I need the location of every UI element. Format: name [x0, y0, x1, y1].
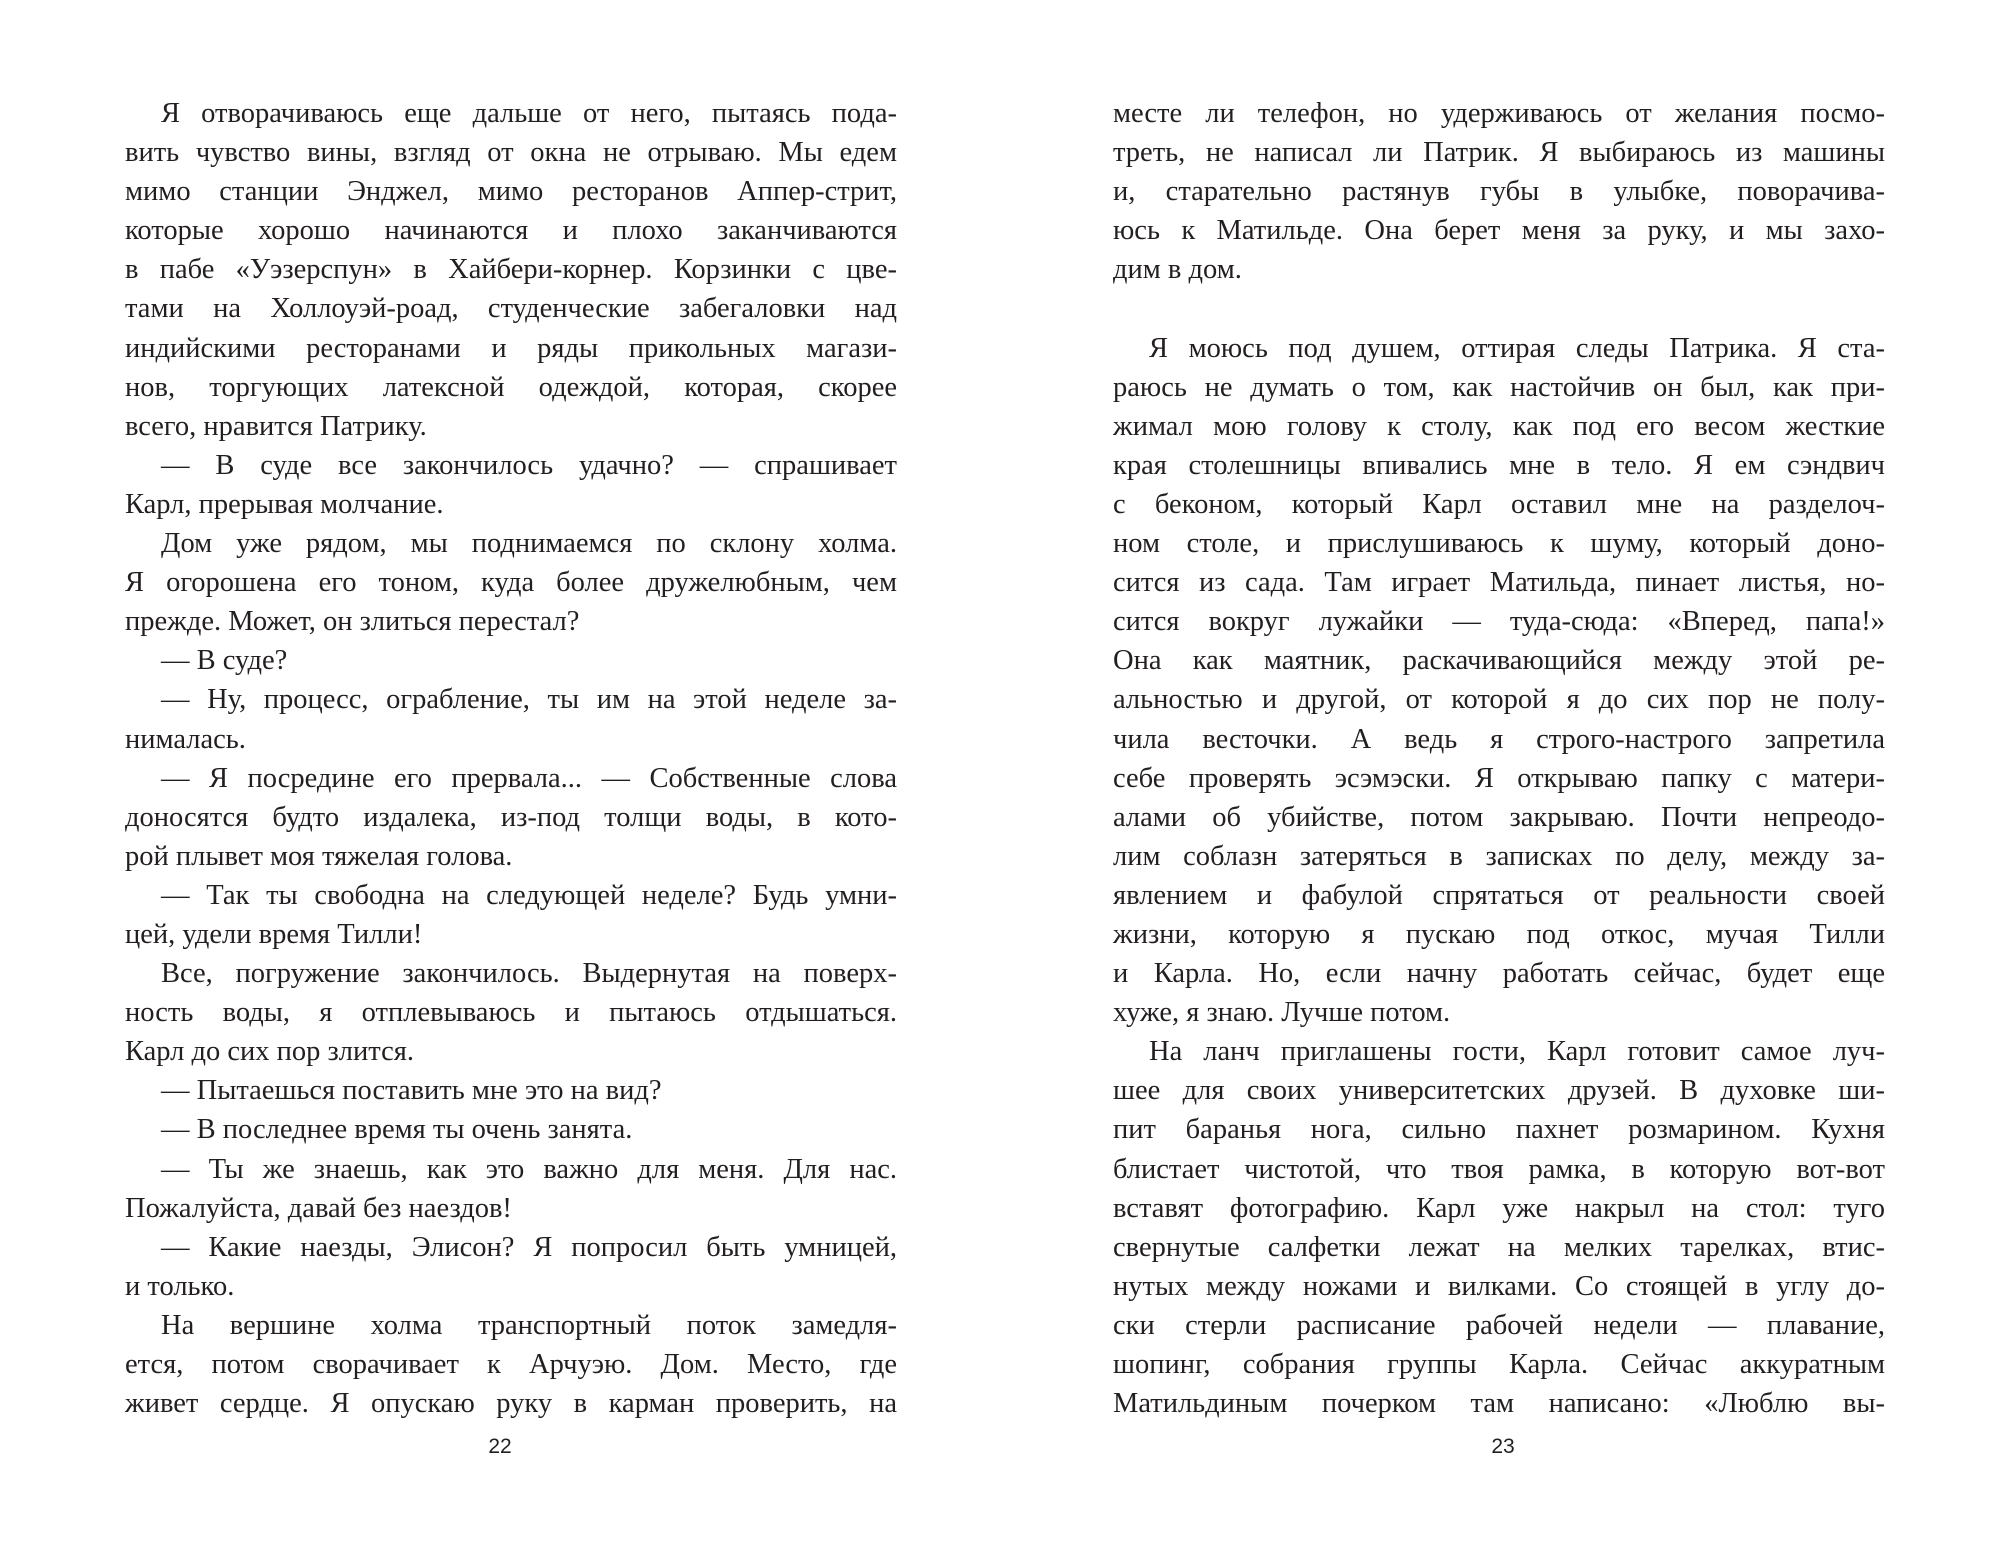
text-line: Пожалуйста, давай без наездов!	[125, 1192, 512, 1224]
text-line: чила весточки. А ведь я строго-настрого запретила	[1113, 723, 1885, 755]
text-line: живет сердце. Я опускаю руку в карман проверить, на	[125, 1388, 897, 1420]
text-line: треть, не написал ли Патрик. Я выбираюсь из машины	[1113, 137, 1885, 169]
text-line	[1113, 289, 1885, 328]
text-line: всего, нравится Патрику.	[125, 410, 427, 442]
text-line: и, старательно растянув губы в улыбке, поворачива-	[1113, 176, 1885, 208]
text-line: Она как маятник, раскачивающийся между этой ре-	[1113, 645, 1885, 677]
text-line: жизни, которую я пускаю под откос, мучая Тилли	[1113, 918, 1885, 950]
text-line: — В последнее время ты очень занята.	[161, 1114, 633, 1146]
text-line: ется, потом сворачивает к Арчуэю. Дом. Место, где	[125, 1349, 897, 1380]
text-line: пит баранья нога, сильно пахнет розмарином. Кухня	[1113, 1114, 1885, 1146]
text-line: раюсь не думать о том, как настойчив он был, как при-	[1113, 371, 1885, 403]
text-line: нов, торгующих латексной одеждой, которая, скорее	[125, 371, 897, 403]
left-page-text	[125, 94, 897, 1423]
text-line: лим соблазн затеряться в записках по делу, между за-	[1113, 840, 1885, 872]
text-line: — В суде все закончилось удачно? — спрашивает	[161, 449, 897, 481]
text-line: Я отворачиваюсь еще дальше от него, пытаясь пода-	[161, 98, 897, 129]
text-line: жимал мою голову к столу, как под его весом жесткие	[1113, 410, 1885, 442]
text-line: альностью и другой, от которой я до сих пор не полу-	[1113, 684, 1885, 716]
text-line: Дом уже рядом, мы поднимаемся по склону холма.	[161, 528, 897, 560]
text-line: ность воды, я отплевываюсь и пытаюсь отдышаться.	[125, 997, 897, 1029]
text-line: доносятся будто издалека, из-под толщи воды, в кото-	[125, 801, 897, 833]
text-line: вставят фотографию. Карл уже накрыл на стол: туго	[1113, 1192, 1885, 1224]
text-line: юсь к Матильде. Она берет меня за руку, и мы захо-	[1113, 215, 1885, 247]
text-line: Я моюсь под душем, оттирая следы Патрика. Я ста-	[1149, 332, 1885, 364]
text-line: явлением и фабулой спрятаться от реальности своей	[1113, 879, 1885, 911]
text-line: — В суде?	[161, 645, 288, 677]
text-line: и Карла. Но, если начну работать сейчас, будет еще	[1113, 958, 1885, 990]
text-line: ски стерли расписание рабочей недели — плавание,	[1113, 1309, 1885, 1341]
text-line: — Так ты свободна на следующей неделе? Будь умни-	[161, 879, 897, 911]
right-page	[1000, 0, 2000, 1559]
text-line: На ланч приглашены гости, Карл готовит самое луч-	[1149, 1036, 1885, 1068]
text-line: тами на Холлоуэй-роад, студенческие забегаловки над	[125, 293, 897, 325]
text-line: нималась.	[125, 723, 246, 755]
text-line: — Ты же знаешь, как это важно для меня. Для нас.	[161, 1153, 897, 1185]
text-line: алами об убийстве, потом закрываю. Почти непреодо-	[1113, 801, 1885, 833]
text-line: сится вокруг лужайки — туда-сюда: «Вперед, папа!»	[1113, 606, 1885, 638]
text-line: и только.	[125, 1270, 235, 1302]
text-line: шопинг, собрания группы Карла. Сейчас аккуратным	[1113, 1349, 1885, 1380]
text-line: индийскими ресторанами и ряды прикольных магази-	[125, 332, 897, 364]
text-line: Матильдиным почерком там написано: «Люблю вы-	[1113, 1388, 1885, 1420]
text-line: — Какие наезды, Элисон? Я попросил быть умницей,	[161, 1231, 897, 1263]
text-line: края столешницы впивались мне в тело. Я ем сэндвич	[1113, 449, 1885, 481]
text-line: которые хорошо начинаются и плохо заканчиваются	[125, 215, 897, 247]
text-line: Я огорошена его тоном, куда более дружелюбным, чем	[125, 567, 897, 599]
text-line: На вершине холма транспортный поток замедля-	[161, 1309, 897, 1341]
text-line: цей, удели время Тилли!	[125, 918, 423, 950]
text-line: хуже, я знаю. Лучше потом.	[1113, 997, 1451, 1029]
text-line: дим в дом.	[1113, 254, 1242, 286]
text-line: — Я посредине его прервала... — Собственные слова	[161, 762, 897, 794]
text-line: мимо станции Энджел, мимо ресторанов Аппер-стрит,	[125, 176, 897, 208]
text-line: ном столе, и прислушиваюсь к шуму, который доно-	[1113, 528, 1885, 560]
text-line: Карл, прерывая молчание.	[125, 488, 444, 520]
text-line: блистает чистотой, что твоя рамка, в которую вот-вот	[1113, 1153, 1885, 1185]
text-line: шее для своих университетских друзей. В духовке ши-	[1113, 1075, 1885, 1107]
text-line: — Ну, процесс, ограбление, ты им на этой неделе за-	[161, 684, 897, 716]
text-line: — Пытаешься поставить мне это на вид?	[161, 1075, 662, 1107]
text-line: вить чувство вины, взгляд от окна не отрываю. Мы едем	[125, 137, 897, 169]
right-page-text	[1113, 94, 1885, 1423]
text-line: с беконом, который Карл оставил мне на разделоч-	[1113, 488, 1885, 520]
right-page-number: 23	[1491, 1435, 1515, 1458]
text-line: нутых между ножами и вилками. Со стоящей в углу до-	[1113, 1270, 1885, 1302]
text-line: месте ли телефон, но удерживаюсь от желания посмо-	[1113, 98, 1885, 129]
left-page-number: 22	[488, 1435, 512, 1458]
text-line: свернутые салфетки лежат на мелких тарелках, втис-	[1113, 1231, 1885, 1263]
text-line: Карл до сих пор злится.	[125, 1036, 414, 1068]
text-line: в пабе «Уэзерспун» в Хайбери-корнер. Корзинки с цве-	[125, 254, 897, 286]
text-line: себе проверять эсэмэски. Я открываю папку с матери-	[1113, 762, 1885, 794]
text-line: рой плывет моя тяжелая голова.	[125, 840, 513, 872]
text-line: сится из сада. Там играет Матильда, пинает листья, но-	[1113, 567, 1885, 599]
text-line: Все, погружение закончилось. Выдернутая на поверх-	[161, 958, 897, 990]
text-line: прежде. Может, он злиться перестал?	[125, 606, 580, 638]
